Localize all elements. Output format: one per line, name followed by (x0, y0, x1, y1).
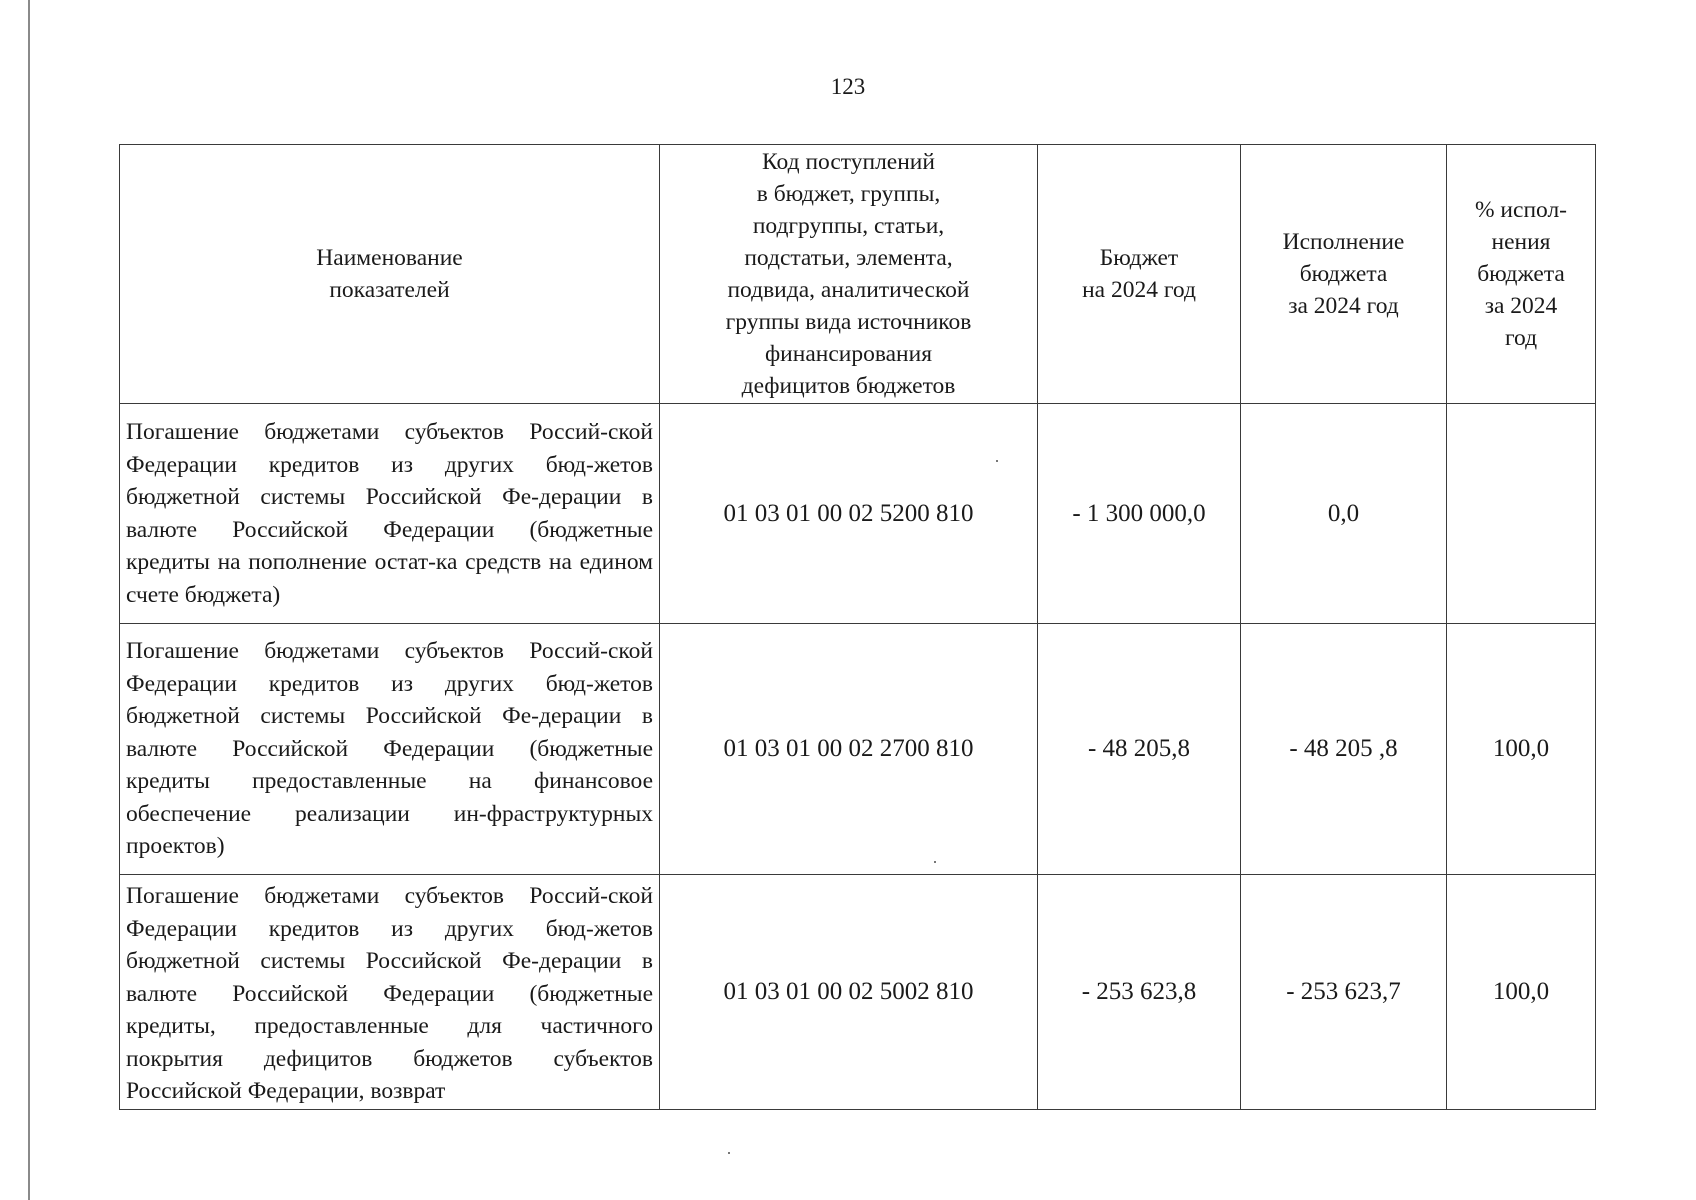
header-execution-2024: Исполнение бюджета за 2024 год (1241, 145, 1447, 404)
row-execution: - 253 623,7 (1241, 875, 1447, 1110)
header-budget-2024: Бюджет на 2024 год (1038, 145, 1241, 404)
row-code: 01 03 01 00 02 5002 810 (660, 875, 1038, 1110)
scan-speck (996, 460, 998, 462)
budget-sources-table (119, 144, 1596, 1110)
table-row (120, 875, 1596, 1110)
scan-speck (934, 861, 936, 863)
row-budget: - 253 623,8 (1038, 875, 1241, 1110)
row-code: 01 03 01 00 02 5200 810 (660, 404, 1038, 624)
row-percent: 100,0 (1447, 875, 1596, 1110)
header-indicator-name: Наименование показателей (120, 145, 660, 404)
row-code: 01 03 01 00 02 2700 810 (660, 624, 1038, 875)
row-indicator-name (120, 875, 660, 1110)
row-indicator-name-text: Погашение бюджетами субъектов Россий-ской Федерации кредитов из других бюд-жетов бюджетной системы Российской Фе-дерации в валюте Российской Федерации (бюджетные кредиты, предоставленные для частичного покрытия дефицитов бюджетов субъектов Российской Федерации, возврат (126, 883, 653, 1104)
row-budget: - 1 300 000,0 (1038, 404, 1241, 624)
left-margin-rule (28, 0, 30, 1200)
page-number: 123 (830, 74, 866, 99)
table-header-row (120, 145, 1596, 404)
row-budget: - 48 205,8 (1038, 624, 1241, 875)
row-indicator-name: Погашение бюджетами субъектов Россий-ской Федерации кредитов из других бюд-жетов бюджетной системы Российской Фе-дерации в валюте Российской Федерации (бюджетные кредиты на пополнение остат-ка средств на едином счете бюджета) (120, 404, 660, 624)
table-row (120, 404, 1596, 624)
row-percent: 100,0 (1447, 624, 1596, 875)
row-execution: - 48 205 ,8 (1241, 624, 1447, 875)
header-revenue-code: Код поступлений в бюджет, группы, подгруппы, статьи, подстатьи, элемента, подвида, аналитической группы вида источников финансирования дефицитов бюджетов (660, 145, 1038, 404)
row-percent (1447, 404, 1596, 624)
table-row (120, 624, 1596, 875)
row-execution: 0,0 (1241, 404, 1447, 624)
header-execution-percent: % испол- нения бюджета за 2024 год (1447, 145, 1596, 404)
scan-speck (728, 1152, 730, 1154)
row-indicator-name: Погашение бюджетами субъектов Россий-ской Федерации кредитов из других бюд-жетов бюджетной системы Российской Фе-дерации в валюте Российской Федерации (бюджетные кредиты предоставленные на финансовое обеспечение реализации ин-фраструктурных проектов) (120, 624, 660, 875)
